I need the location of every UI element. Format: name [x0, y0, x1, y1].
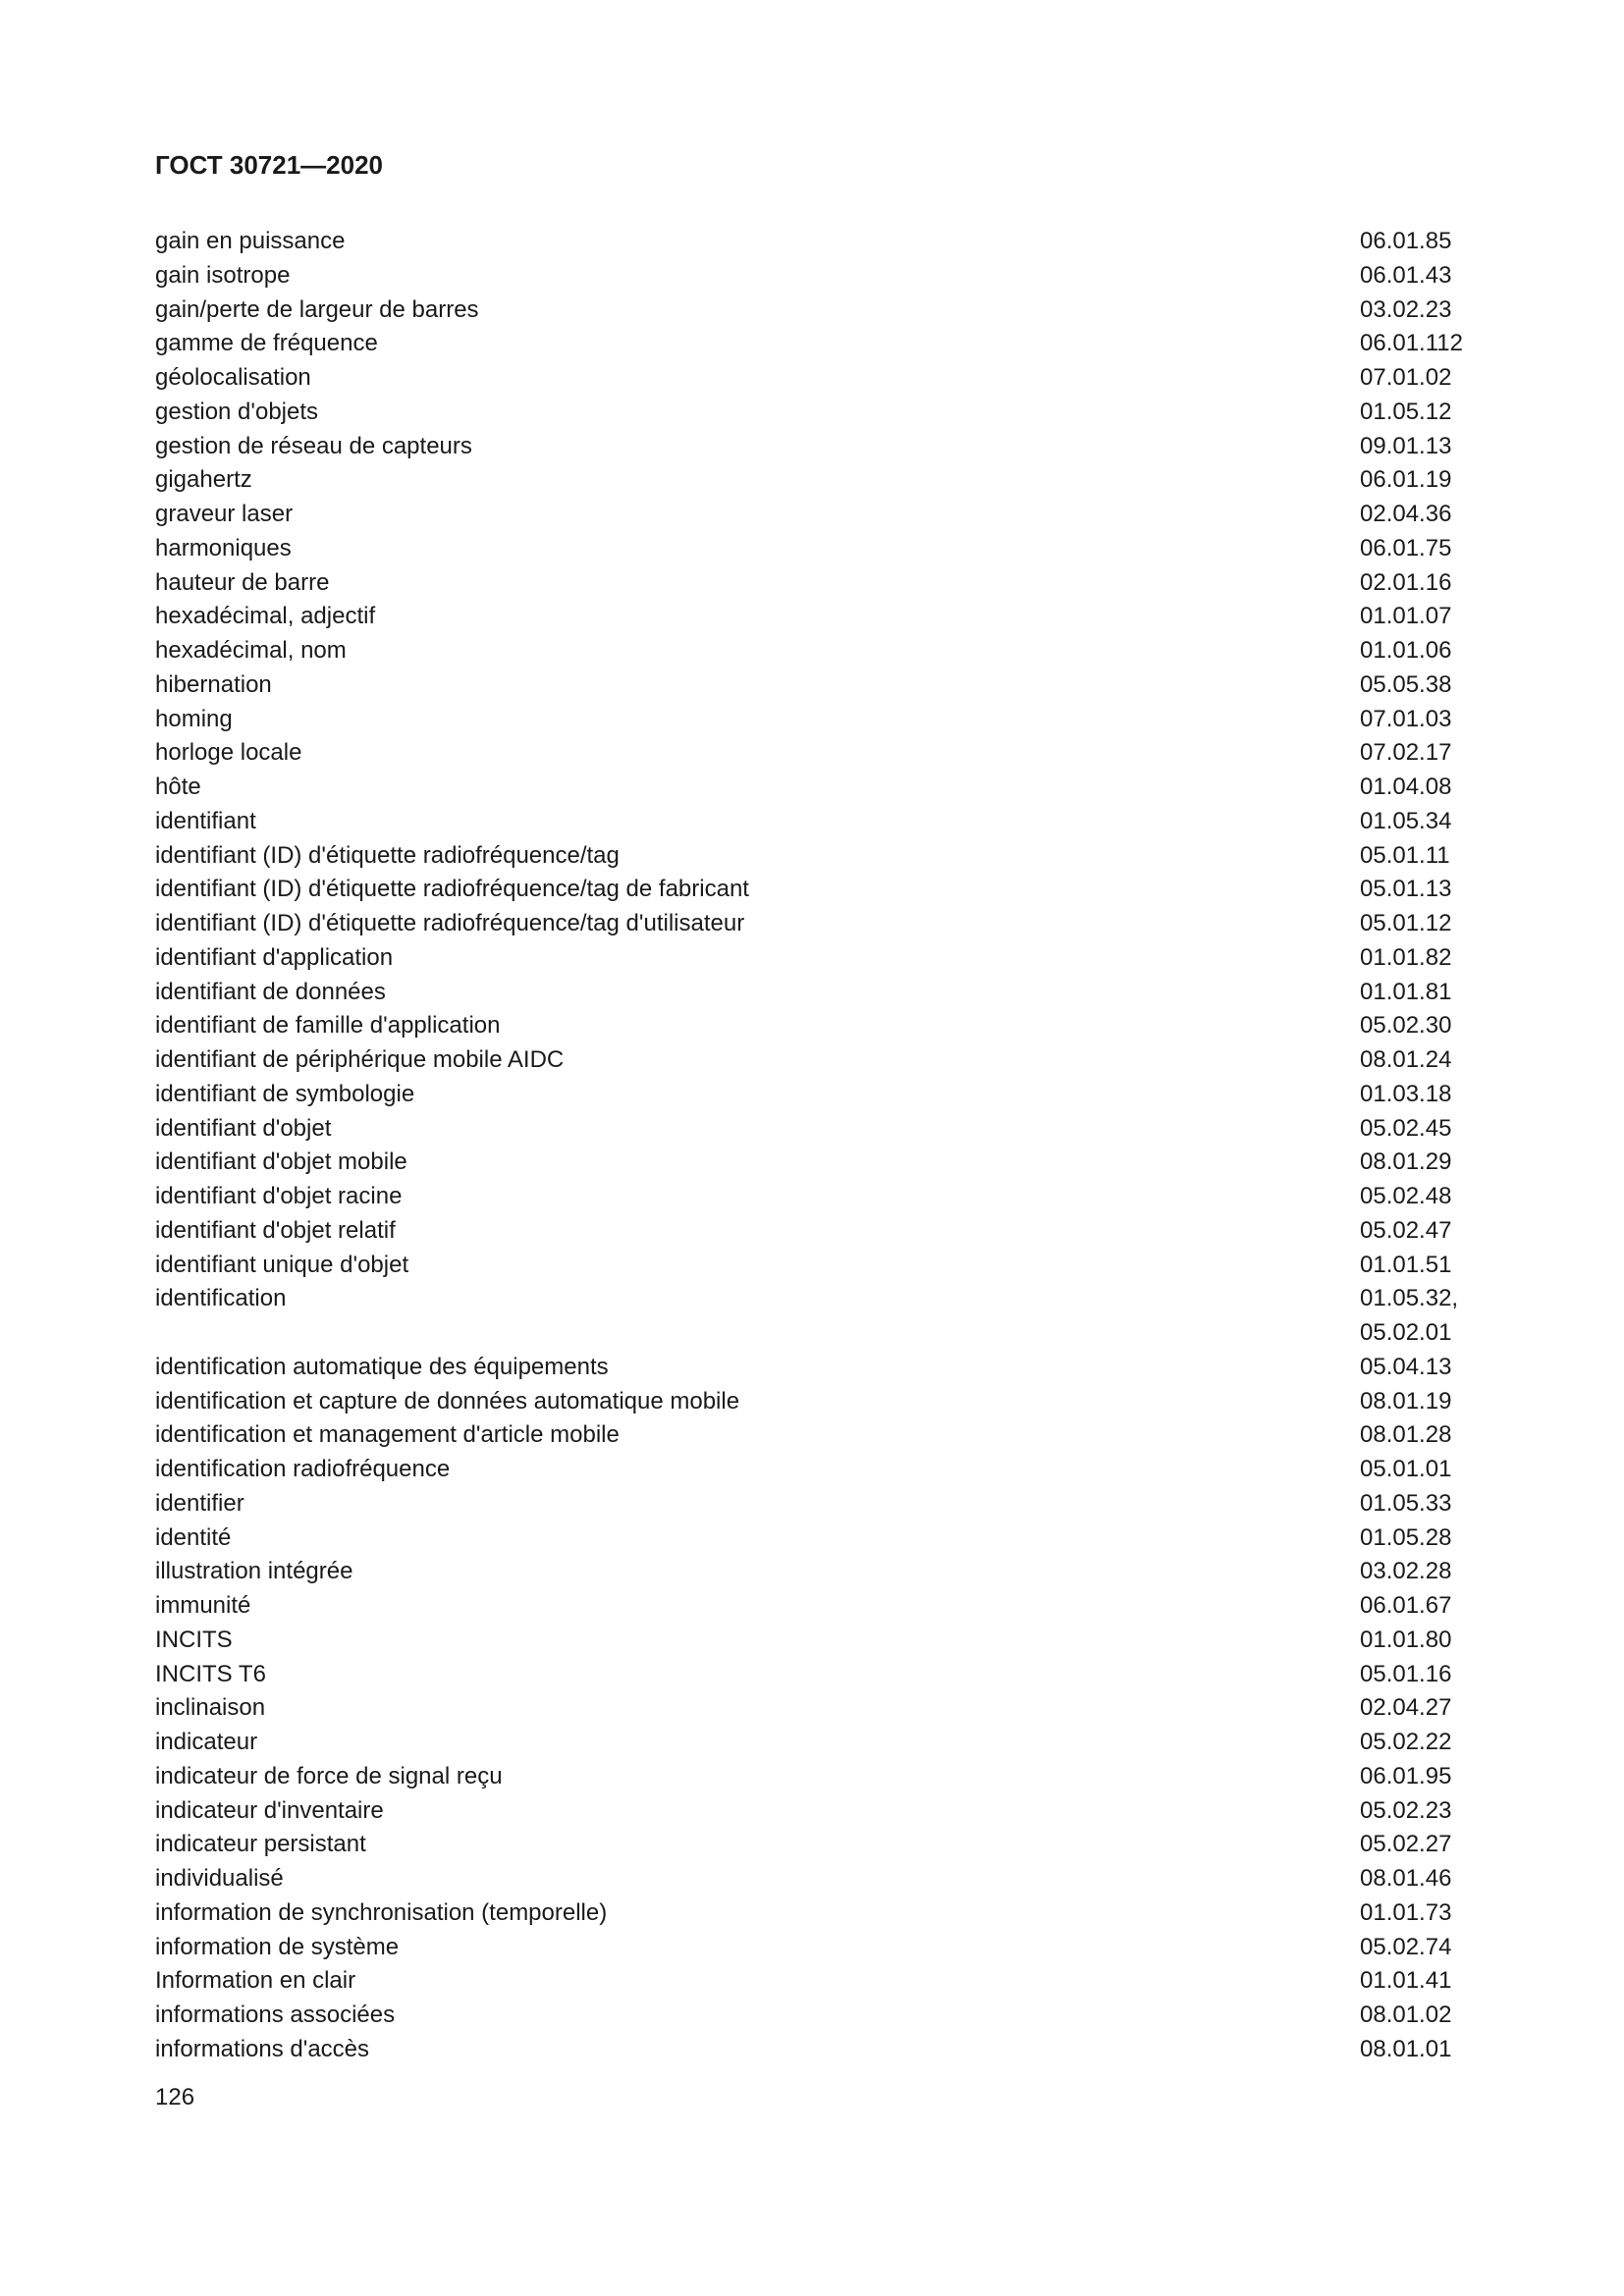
index-term: identifiant d'objet relatif [155, 1216, 396, 1244]
index-entry [155, 566, 1471, 601]
index-reference-number: 01.04.08 [1360, 774, 1452, 800]
index-reference-number: 05.01.11 [1360, 841, 1450, 869]
index-reference-number: 06.01.112 [1360, 330, 1463, 357]
index-entry [155, 1522, 1471, 1556]
page-number: 126 [155, 2084, 195, 2110]
index-entry [155, 634, 1471, 668]
index-reference-number: 02.04.27 [1360, 1694, 1452, 1722]
index-entry [155, 463, 1471, 498]
index-entry [155, 1862, 1471, 1896]
index-reference-number: 06.01.19 [1360, 466, 1452, 494]
index-entry [155, 1726, 1471, 1760]
index-reference-number: 03.02.23 [1360, 295, 1452, 323]
index-reference-number: 01.05.28 [1360, 1523, 1452, 1551]
index-reference-number: 05.02.30 [1360, 1012, 1452, 1040]
index-reference-number: 06.01.67 [1360, 1592, 1452, 1619]
index-entry [155, 668, 1471, 703]
index-term: indicateur d'inventaire [155, 1796, 384, 1824]
index-reference-number: 05.04.13 [1360, 1353, 1452, 1380]
index-reference-number: 01.01.07 [1360, 603, 1452, 630]
index-entry [155, 839, 1471, 874]
alphabetical-index [155, 225, 1471, 2067]
index-term: homing [155, 705, 233, 732]
index-entry [155, 1418, 1471, 1453]
index-reference-number: 05.02.45 [1360, 1114, 1452, 1142]
index-entry [155, 1964, 1471, 1999]
index-reference-number: 05.05.38 [1360, 670, 1452, 698]
standard-header: ГОСТ 30721—2020 [155, 150, 383, 180]
index-reference-number: 01.05.34 [1360, 807, 1452, 834]
index-reference-number: 05.01.12 [1360, 910, 1452, 936]
index-reference-number: 08.01.19 [1360, 1387, 1452, 1415]
index-entry [155, 941, 1471, 976]
index-reference-number: 01.01.51 [1360, 1251, 1452, 1278]
index-term: identifier [155, 1489, 244, 1517]
index-entry [155, 1180, 1471, 1214]
index-reference-number: 06.01.85 [1360, 228, 1452, 254]
index-reference-number: 08.01.46 [1360, 1865, 1452, 1892]
index-entry [155, 294, 1471, 328]
index-term: immunité [155, 1592, 251, 1619]
index-entry [155, 1249, 1471, 1283]
index-term: identification radiofréquence [155, 1456, 451, 1482]
index-term: identifiant d'application [155, 943, 394, 971]
index-entry [155, 736, 1471, 771]
index-reference-number: 05.02.47 [1360, 1216, 1452, 1244]
index-entry [155, 771, 1471, 805]
index-entry [155, 1691, 1471, 1726]
index-reference-number: 07.01.03 [1360, 705, 1452, 732]
index-term: information de synchronisation (temporelle) [155, 1898, 608, 1926]
index-reference-number: 02.04.36 [1360, 501, 1452, 527]
index-entry [155, 1214, 1471, 1249]
index-term: gestion de réseau de capteurs [155, 432, 472, 459]
index-term: identifiant de périphérique mobile AIDC [155, 1046, 565, 1073]
index-entry [155, 396, 1471, 430]
index-entry [155, 1828, 1471, 1862]
index-entry [155, 498, 1471, 532]
index-term: géolocalisation [155, 364, 311, 391]
index-reference-number: 05.02.23 [1360, 1796, 1452, 1824]
index-reference-number: 09.01.13 [1360, 432, 1452, 459]
index-term: identifiant [155, 807, 256, 834]
index-term: indicateur [155, 1729, 258, 1755]
index-term: Information en clair [155, 1967, 356, 1995]
index-reference-number: 05.01.13 [1360, 876, 1452, 903]
index-term: hibernation [155, 670, 272, 698]
index-term: indicateur de force de signal reçu [155, 1762, 503, 1789]
index-reference-number: 01.01.82 [1360, 943, 1452, 971]
index-term: informations d'accès [155, 2035, 370, 2062]
index-reference-number: 07.02.17 [1360, 739, 1452, 767]
index-term: indicateur persistant [155, 1831, 366, 1858]
index-term: identifiant d'objet [155, 1114, 332, 1142]
index-term: hexadécimal, nom [155, 637, 347, 664]
index-reference-number: 06.01.75 [1360, 534, 1452, 561]
index-reference-number: 05.02.22 [1360, 1729, 1452, 1755]
index-term: gamme de fréquence [155, 330, 378, 357]
index-reference-number: 05.02.01 [1360, 1319, 1452, 1346]
index-entry [155, 2033, 1471, 2067]
index-reference-number: 08.01.01 [1360, 2035, 1452, 2062]
index-reference-number: 01.01.81 [1360, 978, 1452, 1005]
index-term: hexadécimal, adjectif [155, 603, 376, 630]
index-entry [155, 1624, 1471, 1658]
index-entry [155, 1078, 1471, 1112]
index-term: identifiant (ID) d'étiquette radiofréquence/tag d'utilisateur [155, 910, 745, 936]
index-entry [155, 1999, 1471, 2033]
index-term: gigahertz [155, 466, 252, 494]
index-entry [155, 361, 1471, 396]
index-term: identifiant de famille d'application [155, 1012, 501, 1040]
index-entry [155, 1760, 1471, 1794]
index-term: individualisé [155, 1865, 284, 1892]
index-entry [155, 600, 1471, 634]
index-entry [155, 907, 1471, 941]
index-term: identifiant d'objet mobile [155, 1148, 407, 1176]
index-entry [155, 1487, 1471, 1522]
index-entry [155, 1794, 1471, 1829]
index-entry [155, 430, 1471, 464]
index-reference-number: 08.01.28 [1360, 1421, 1452, 1449]
index-term: identifiant unique d'objet [155, 1251, 409, 1278]
index-term: gain/perte de largeur de barres [155, 295, 479, 323]
index-reference-number: 05.02.48 [1360, 1183, 1452, 1209]
index-reference-number: 05.01.16 [1360, 1660, 1452, 1687]
index-term: identifiant (ID) d'étiquette radiofréquence/tag de fabricant [155, 876, 749, 903]
index-entry [155, 1453, 1471, 1487]
index-term: hauteur de barre [155, 568, 330, 596]
index-term: harmoniques [155, 534, 292, 561]
index-reference-number: 08.01.29 [1360, 1148, 1452, 1176]
index-entry [155, 805, 1471, 839]
index-entry [155, 1351, 1471, 1385]
index-entry [155, 1931, 1471, 1965]
index-reference-number: 01.05.12 [1360, 398, 1452, 425]
index-entry [155, 1385, 1471, 1419]
index-entry [155, 1112, 1471, 1147]
index-entry [155, 327, 1471, 361]
index-entry [155, 1009, 1471, 1043]
index-reference-number: 01.05.32, [1360, 1285, 1459, 1312]
index-entry [155, 1316, 1471, 1351]
index-entry [155, 532, 1471, 566]
index-reference-number: 01.01.73 [1360, 1898, 1452, 1926]
index-term: gestion d'objets [155, 398, 319, 425]
index-term: identification automatique des équipements [155, 1353, 609, 1380]
index-entry [155, 259, 1471, 294]
index-entry [155, 1555, 1471, 1589]
index-entry [155, 1043, 1471, 1078]
index-entry [155, 1282, 1471, 1316]
index-term: horloge locale [155, 739, 302, 767]
index-term: graveur laser [155, 501, 294, 527]
index-term: inclinaison [155, 1694, 266, 1722]
index-term: identification [155, 1285, 287, 1312]
index-entry [155, 703, 1471, 737]
index-reference-number: 05.01.01 [1360, 1456, 1452, 1482]
index-term: gain en puissance [155, 228, 346, 254]
index-reference-number: 01.01.80 [1360, 1626, 1452, 1653]
index-term: identifiant de données [155, 978, 386, 1005]
index-entry [155, 1146, 1471, 1180]
index-reference-number: 01.01.41 [1360, 1967, 1452, 1995]
index-reference-number: 01.03.18 [1360, 1080, 1452, 1107]
index-entry [155, 873, 1471, 907]
index-reference-number: 08.01.02 [1360, 2002, 1452, 2028]
index-term: identifiant de symbologie [155, 1080, 415, 1107]
index-reference-number: 06.01.43 [1360, 261, 1452, 289]
index-reference-number: 01.01.06 [1360, 637, 1452, 664]
index-reference-number: 06.01.95 [1360, 1762, 1452, 1789]
index-term: identification et management d'article mobile [155, 1421, 620, 1449]
index-term: identité [155, 1523, 232, 1551]
index-term: informations associées [155, 2002, 396, 2028]
index-entry [155, 1896, 1471, 1931]
index-reference-number: 02.01.16 [1360, 568, 1452, 596]
index-entry [155, 225, 1471, 259]
index-entry [155, 976, 1471, 1010]
index-entry [155, 1658, 1471, 1692]
index-term: INCITS [155, 1626, 233, 1653]
index-reference-number: 05.02.74 [1360, 1933, 1452, 1960]
index-term: identification et capture de données automatique mobile [155, 1387, 740, 1415]
index-term: information de système [155, 1933, 400, 1960]
index-reference-number: 01.05.33 [1360, 1489, 1452, 1517]
index-reference-number: 03.02.28 [1360, 1558, 1452, 1585]
index-term: hôte [155, 774, 201, 800]
index-reference-number: 08.01.24 [1360, 1046, 1452, 1073]
index-term: identifiant (ID) d'étiquette radiofréquence/tag [155, 841, 620, 869]
index-term: gain isotrope [155, 261, 291, 289]
index-term: illustration intégrée [155, 1558, 353, 1585]
index-term: INCITS T6 [155, 1660, 266, 1687]
index-reference-number: 07.01.02 [1360, 364, 1452, 391]
index-term: identifiant d'objet racine [155, 1183, 403, 1209]
index-entry [155, 1589, 1471, 1624]
index-reference-number: 05.02.27 [1360, 1831, 1452, 1858]
